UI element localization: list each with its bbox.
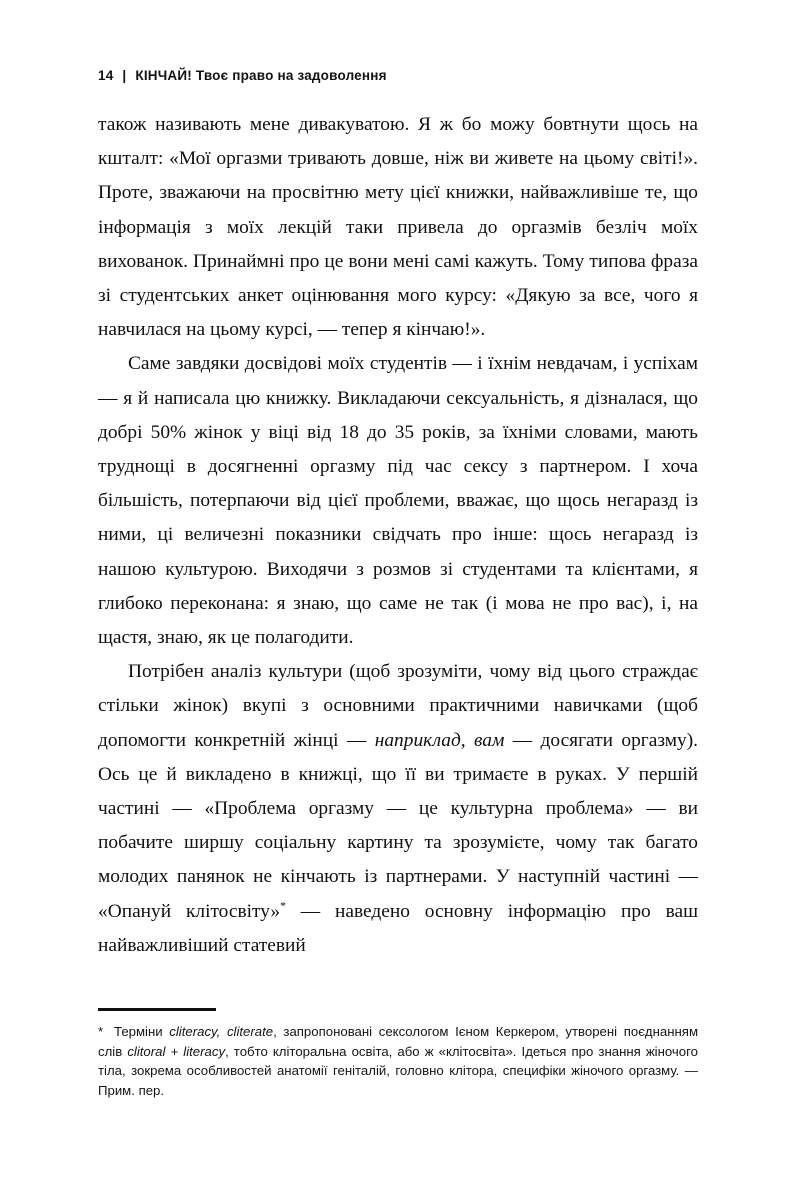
- running-head-title: КІНЧАЙ! Твоє право на задоволення: [135, 68, 387, 83]
- footnote-marker: *: [98, 1024, 104, 1039]
- paragraph-3-part-2: — досягати оргазму). Ось це й викладено в книжці, що її ви тримаєте в руках. У першій частині — «Проблема оргазму — це культурна проблема» — ви побачите ширшу соціальну картину та зрозумієте, чому так багато молодих панянок не кінчають із партнерами. У наступній частині — «Опануй клітосвіту»: [98, 729, 698, 922]
- running-head-separator: |: [122, 68, 127, 83]
- footnote-text: [98, 1022, 698, 1100]
- page-number: 14: [98, 68, 114, 83]
- footnote-reference-marker: *: [280, 899, 286, 913]
- running-head: [98, 68, 387, 83]
- paragraph-2: Саме завдяки досвідові моїх студентів — і їхнім невдачам, і успіхам — я й написала цю книжку. Викладаючи сексуальність, я дізналася, що добрі 50% жінок у віці від 18 до 35 років, за їхніми словами, мають труднощі в досягненні оргазму під час сексу з партнером. І хоча більшість, потерпаючи від цієї проблеми, вважає, що щось негаразд із ними, ці величезні показники свідчать про інше: щось негаразд із нашою культурою. Виходячи з розмов зі студентами та клієнтами, я глибоко переконана: я знаю, що саме не так (і мова не про вас), і, на щастя, знаю, як це полагодити.: [98, 353, 698, 649]
- footnote-block: [98, 1008, 698, 1100]
- paragraph-3-part-3: — наведено основну інформацію про ваш найважливіший статевий: [98, 900, 699, 956]
- footnote-part-3: , тобто кліторальна освіта, або ж «клітосвіта». Ідеться про знання жіночого тіла, зокрема особливостей анатомії геніталій, головно клітора, специфіки жіночого оргазму. — Прим. пер.: [98, 1043, 698, 1098]
- paragraph-3: [98, 655, 698, 963]
- footnote-italic-1: cliteracy, cliterate: [169, 1024, 274, 1039]
- footnote-divider: [98, 1008, 216, 1011]
- footnote-italic-2: clitoral + literacy: [127, 1043, 226, 1059]
- footnote-part-1: Терміни: [114, 1024, 170, 1039]
- body-text-column: [98, 108, 698, 963]
- paragraph-3-part-1: Потрібен аналіз культури (щоб зрозуміти, чому від цього страждає стільки жінок) вкупі з основними практичними навичками (щоб допомогти конкретній жінці —: [98, 661, 698, 751]
- paragraph-1: також називають мене дивакуватою. Я ж бо можу бовтнути щось на кшталт: «Мої оргазми тривають довше, ніж ви живете на цьому світі!». Проте, зважаючи на просвітню мету цієї книжки, найважливіше те, що інформація з моїх лекцій таки привела до оргазмів безліч моїх вихованок. Принаймні про це вони мені самі кажуть. Тому типова фраза зі студентських анкет оцінювання мого курсу: «Дякую за все, чого я навчилася на цьому курсі, — тепер я кінчаю!».: [98, 114, 698, 341]
- footnote-part-2: , запропоновані сексологом Ієном Керкером, утворені поєднанням слів: [98, 1024, 699, 1059]
- paragraph-3-italic-1: наприклад, вам: [374, 729, 505, 751]
